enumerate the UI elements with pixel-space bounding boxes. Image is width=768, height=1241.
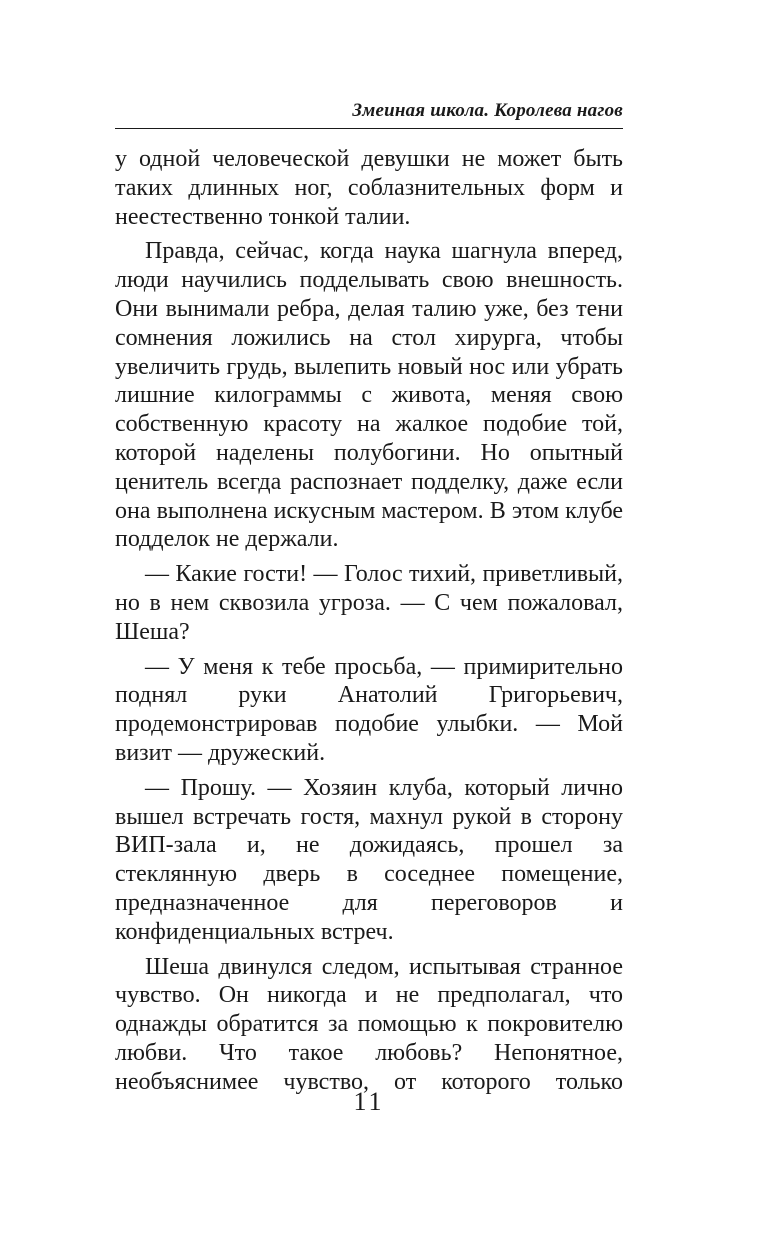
paragraph-5: — Прошу. — Хозяин клуба, который лично вышел встречать гостя, махнул рукой в сторону ВИП-зала и, не дожидаясь, прошел за стеклянную дверь в соседнее помещение, предназначенное для переговоров и конфиденциальных встреч.	[115, 774, 623, 945]
paragraph-6: Шеша двинулся следом, испытывая странное чувство. Он никогда и не предполагал, что однажды обратится за помощью к покровителю любви. Что такое любовь? Непонятное, необъяснимее чувство, от которого только	[115, 953, 623, 1095]
paragraph-4: — У меня к тебе просьба, — примирительно поднял руки Анатолий Григорьевич, продемонстрировав подобие улыбки. — Мой визит — дружеский.	[115, 653, 623, 766]
paragraph-3: — Какие гости! — Голос тихий, приветливый, но в нем сквозила угроза. — С чем пожаловал, Шеша?	[115, 561, 623, 645]
paragraph-2: Правда, сейчас, когда наука шагнула вперед, люди научились подделывать свою внешность. Они вынимали ребра, делая талию уже, без тени сомнения ложились на стол хирурга, чтобы увеличить грудь, вылепить новый нос или убрать лишние килограммы с живота, меняя свою собственную красоту на жалкое подобие той, которой наделены полубогини. Но опытный ценитель всегда распознает подделку, даже если она выполнена искусным мастером. В этом клубе подделок не держали.	[115, 238, 623, 553]
header-rule	[115, 128, 623, 129]
running-head-title: Змеиная школа. Королева нагов	[352, 100, 623, 121]
page-number: 11	[353, 1087, 385, 1116]
body-text	[115, 145, 623, 1097]
paragraph-1: у одной человеческой девушки не может быть таких длинных ног, соблазнительных форм и неестественно тонкой талии.	[115, 146, 623, 230]
